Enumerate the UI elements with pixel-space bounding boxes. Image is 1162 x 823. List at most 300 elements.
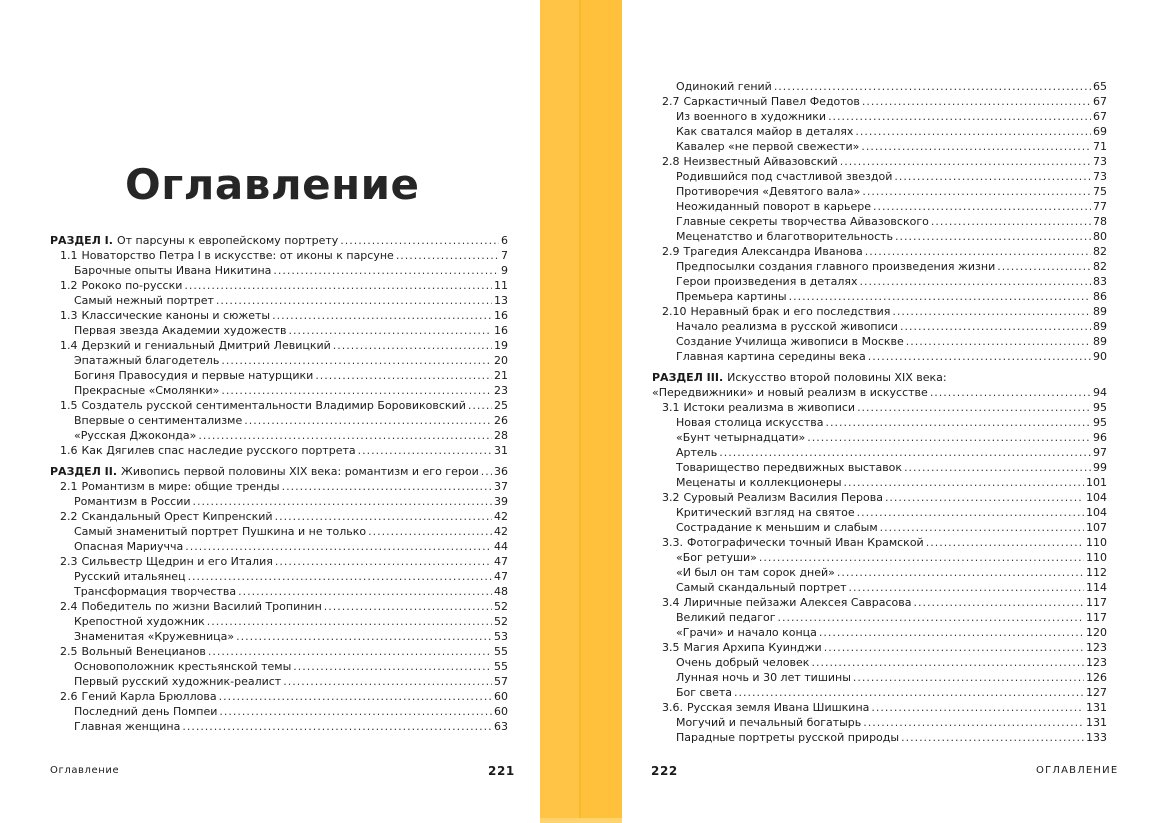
entry-title: Саркастичный Павел Федотов <box>683 95 860 108</box>
toc-subentry[interactable] <box>652 430 1107 445</box>
dot-leader <box>333 338 492 353</box>
toc-section-heading-continued[interactable] <box>652 385 1107 400</box>
entry-page-number: 13 <box>494 294 508 307</box>
entry-title: От парсуны к европейскому портрету <box>116 234 339 247</box>
toc-right-list <box>652 79 1107 745</box>
entry-page-number: 7 <box>501 249 508 262</box>
entry-title: «Грачи» и начало конца <box>676 626 817 639</box>
toc-subentry[interactable] <box>652 730 1107 745</box>
toc-subentry[interactable] <box>50 263 508 278</box>
toc-subentry[interactable] <box>50 569 508 584</box>
entry-title: Меценаты и коллекционеры <box>676 476 842 489</box>
entry-page-number: 89 <box>1093 320 1107 333</box>
chapter-number: 2.5 <box>60 645 78 658</box>
chapter-number: 1.4 <box>60 339 78 352</box>
dot-leader <box>193 494 492 509</box>
entry-title: «Передвижники» и новый реализм в искусстве <box>652 386 928 399</box>
entry-title: Лиричные пейзажи Алексея Саврасова <box>683 596 912 609</box>
toc-subentry[interactable] <box>652 109 1107 124</box>
chapter-number: 3.2 <box>662 491 680 504</box>
toc-chapter-entry[interactable] <box>50 443 508 458</box>
dot-leader <box>849 580 1084 595</box>
entry-title: Как сватался майор в деталях <box>676 125 854 138</box>
toc-chapter-entry[interactable] <box>50 644 508 659</box>
toc-subentry[interactable] <box>652 655 1107 670</box>
toc-chapter-entry[interactable] <box>50 278 508 293</box>
entry-page-number: 42 <box>494 510 508 523</box>
chapter-number: 1.2 <box>60 279 78 292</box>
dot-leader <box>857 505 1084 520</box>
entry-page-number: 94 <box>1093 386 1107 399</box>
toc-subentry[interactable] <box>50 704 508 719</box>
dot-leader <box>819 625 1084 640</box>
dot-leader <box>282 479 492 494</box>
dot-leader <box>894 169 1091 184</box>
dot-leader <box>828 109 1091 124</box>
toc-chapter-entry[interactable] <box>652 700 1107 715</box>
entry-title: Богиня Правосудия и первые натурщики <box>74 369 314 382</box>
entry-page-number: 97 <box>1093 446 1107 459</box>
toc-subentry[interactable] <box>652 274 1107 289</box>
entry-page-number: 110 <box>1086 536 1107 549</box>
toc-subentry[interactable] <box>652 259 1107 274</box>
entry-page-number: 75 <box>1093 185 1107 198</box>
dot-leader <box>865 244 1091 259</box>
entry-page-number: 123 <box>1086 641 1107 654</box>
toc-subentry[interactable] <box>50 353 508 368</box>
entry-title: Товарищество передвижных выставок <box>676 461 903 474</box>
toc-chapter-entry[interactable] <box>652 535 1107 550</box>
entry-title: Великий педагог <box>676 611 776 624</box>
chapter-number: 2.8 <box>662 155 680 168</box>
dot-leader <box>396 248 499 263</box>
toc-subentry[interactable] <box>652 415 1107 430</box>
spine-bottom-strip <box>540 818 622 823</box>
toc-subentry[interactable] <box>50 539 508 554</box>
chapter-number: 1.5 <box>60 399 78 412</box>
dot-leader <box>468 398 492 413</box>
dot-leader <box>873 199 1091 214</box>
dot-leader <box>853 670 1084 685</box>
entry-title: Победитель по жизни Василий Тропинин <box>81 600 322 613</box>
entry-page-number: 57 <box>494 675 508 688</box>
toc-subentry[interactable] <box>652 460 1107 475</box>
entry-page-number: 6 <box>501 234 508 247</box>
entry-page-number: 114 <box>1086 581 1107 594</box>
entry-page-number: 78 <box>1093 215 1107 228</box>
entry-title: Основоположник крестьянской темы <box>74 660 292 673</box>
dot-leader <box>207 614 492 629</box>
dot-leader <box>913 595 1084 610</box>
chapter-number: 2.3 <box>60 555 78 568</box>
entry-page-number: 131 <box>1086 716 1107 729</box>
toc-chapter-entry[interactable] <box>652 400 1107 415</box>
entry-page-number: 47 <box>494 555 508 568</box>
entry-title: Неожиданный поворот в карьере <box>676 200 871 213</box>
entry-page-number: 89 <box>1093 305 1107 318</box>
entry-title: Фотографически точный Иван Крамской <box>687 536 924 549</box>
dot-leader <box>774 79 1091 94</box>
toc-chapter-entry[interactable] <box>50 398 508 413</box>
chapter-number: 3.1 <box>662 401 680 414</box>
entry-page-number: 127 <box>1086 686 1107 699</box>
dot-leader <box>862 184 1091 199</box>
entry-title: Критический взгляд на святое <box>676 506 855 519</box>
entry-title: Главная картина середины века <box>676 350 866 363</box>
entry-page-number: 36 <box>494 465 508 478</box>
entry-page-number: 65 <box>1093 80 1107 93</box>
toc-subentry[interactable] <box>652 214 1107 229</box>
dot-leader <box>719 445 1091 460</box>
toc-section-entry[interactable] <box>50 233 508 248</box>
dot-leader <box>844 475 1084 490</box>
dot-leader <box>759 550 1084 565</box>
entry-page-number: 26 <box>494 414 508 427</box>
toc-subentry[interactable] <box>652 445 1107 460</box>
dot-leader <box>861 139 1091 154</box>
dot-leader <box>859 274 1091 289</box>
entry-title: Кавалер «не первой свежести» <box>676 140 860 153</box>
entry-page-number: 82 <box>1093 260 1107 273</box>
dot-leader <box>289 323 493 338</box>
dot-leader <box>238 584 492 599</box>
toc-subentry[interactable] <box>50 368 508 383</box>
spine-band-left <box>540 0 580 823</box>
dot-leader <box>283 674 492 689</box>
section-label: РАЗДЕЛ I. <box>50 234 113 247</box>
entry-title: Главная женщина <box>74 720 181 733</box>
entry-title: Русский итальянец <box>74 570 186 583</box>
entry-page-number: 104 <box>1086 506 1107 519</box>
entry-title: Как Дягилев спас наследие русского портрета <box>81 444 356 457</box>
dot-leader <box>275 509 492 524</box>
toc-subentry[interactable] <box>652 289 1107 304</box>
toc-chapter-entry[interactable] <box>50 248 508 263</box>
dot-leader <box>358 443 492 458</box>
toc-subentry[interactable] <box>652 124 1107 139</box>
toc-subentry[interactable] <box>652 319 1107 334</box>
entry-title: Парадные портреты русской природы <box>676 731 900 744</box>
dot-leader <box>324 599 492 614</box>
dot-leader <box>900 319 1091 334</box>
entry-title: Создатель русской сентиментальности Владимир Боровиковский <box>81 399 466 412</box>
dot-leader <box>208 644 492 659</box>
toc-subentry[interactable] <box>50 659 508 674</box>
entry-page-number: 117 <box>1086 611 1107 624</box>
entry-page-number: 99 <box>1093 461 1107 474</box>
toc-subentry[interactable] <box>652 334 1107 349</box>
entry-title: «Бог ретуши» <box>676 551 757 564</box>
toc-subentry[interactable] <box>50 524 508 539</box>
toc-subentry[interactable] <box>652 349 1107 364</box>
entry-title: Могучий и печальный богатырь <box>676 716 862 729</box>
entry-title: Знаменитая «Кружевница» <box>74 630 235 643</box>
chapter-number: 3.4 <box>662 596 680 609</box>
entry-title: Последний день Помпеи <box>74 705 218 718</box>
dot-leader <box>481 464 492 479</box>
page-number-right: 222 <box>651 764 678 778</box>
chapter-number: 1.6 <box>60 444 78 457</box>
entry-page-number: 126 <box>1086 671 1107 684</box>
entry-title: Вольный Венецианов <box>81 645 206 658</box>
entry-title: Барочные опыты Ивана Никитина <box>74 264 272 277</box>
entry-page-number: 39 <box>494 495 508 508</box>
toc-subentry[interactable] <box>652 580 1107 595</box>
entry-page-number: 42 <box>494 525 508 538</box>
dot-leader <box>293 659 492 674</box>
entry-page-number: 20 <box>494 354 508 367</box>
toc-subentry[interactable] <box>652 505 1107 520</box>
entry-page-number: 53 <box>494 630 508 643</box>
dot-leader <box>997 259 1091 274</box>
toc-chapter-entry[interactable] <box>652 154 1107 169</box>
dot-leader <box>340 233 499 248</box>
entry-page-number: 73 <box>1093 155 1107 168</box>
dot-leader <box>811 655 1084 670</box>
entry-page-number: 120 <box>1086 626 1107 639</box>
entry-title: Лунная ночь и 30 лет тишины <box>676 671 851 684</box>
entry-title: Искусство второй половины XIX века: <box>727 371 947 384</box>
entry-title: Противоречия «Девятого вала» <box>676 185 861 198</box>
dot-leader <box>219 704 492 719</box>
toc-chapter-entry[interactable] <box>652 304 1107 319</box>
page-title: Оглавление <box>125 160 420 209</box>
dot-leader <box>826 415 1091 430</box>
section-label: РАЗДЕЛ III. <box>652 371 724 384</box>
dot-leader <box>906 334 1091 349</box>
entry-page-number: 101 <box>1086 476 1107 489</box>
entry-title: Первый русский художник-реалист <box>74 675 282 688</box>
entry-title: Новая столица искусства <box>676 416 824 429</box>
entry-page-number: 110 <box>1086 551 1107 564</box>
entry-title: Трансформация творчества <box>74 585 237 598</box>
spine-fold-line <box>579 0 581 823</box>
toc-subentry[interactable] <box>652 79 1107 94</box>
chapter-number: 3.3. <box>662 536 683 549</box>
entry-title: Живопись первой половины XIX века: романтизм и его герои <box>121 465 479 478</box>
entry-page-number: 82 <box>1093 245 1107 258</box>
entry-title: Предпосылки создания главного произведения жизни <box>676 260 996 273</box>
entry-title: Дерзкий и гениальный Дмитрий Левицкий <box>81 339 331 352</box>
entry-title: «Бунт четырнадцати» <box>676 431 806 444</box>
entry-page-number: 71 <box>1093 140 1107 153</box>
entry-title: «И был он там сорок дней» <box>676 566 835 579</box>
entry-title: Рококо по-русски <box>81 279 183 292</box>
entry-page-number: 19 <box>494 339 508 352</box>
dot-leader <box>198 428 492 443</box>
entry-title: Премьера картины <box>676 290 787 303</box>
chapter-number: 2.7 <box>662 95 680 108</box>
chapter-number: 1.3 <box>60 309 78 322</box>
entry-page-number: 95 <box>1093 416 1107 429</box>
entry-page-number: 16 <box>494 324 508 337</box>
entry-title: Из военного в художники <box>676 110 827 123</box>
toc-subentry[interactable] <box>50 584 508 599</box>
dot-leader <box>778 610 1084 625</box>
dot-leader <box>244 413 492 428</box>
chapter-number: 1.1 <box>60 249 78 262</box>
toc-subentry[interactable] <box>652 169 1107 184</box>
dot-leader <box>368 524 492 539</box>
entry-title: Одинокий гений <box>676 80 772 93</box>
entry-title: Родившийся под счастливой звездой <box>676 170 893 183</box>
dot-leader <box>931 214 1091 229</box>
entry-title: Неизвестный Айвазовский <box>683 155 838 168</box>
entry-page-number: 63 <box>494 720 508 733</box>
entry-title: Новаторство Петра I в искусстве: от иконы к парсуне <box>81 249 394 262</box>
entry-title: Романтизм в мире: общие тренды <box>81 480 280 493</box>
dot-leader <box>184 278 492 293</box>
entry-page-number: 131 <box>1086 701 1107 714</box>
toc-subentry[interactable] <box>652 139 1107 154</box>
toc-subentry[interactable] <box>652 670 1107 685</box>
entry-page-number: 133 <box>1086 731 1107 744</box>
entry-page-number: 55 <box>494 645 508 658</box>
dot-leader <box>837 565 1084 580</box>
toc-chapter-entry[interactable] <box>50 554 508 569</box>
entry-title: Сострадание к меньшим и слабым <box>676 521 878 534</box>
toc-subentry[interactable] <box>50 719 508 734</box>
entry-title: Неравный брак и его последствия <box>690 305 891 318</box>
entry-page-number: 83 <box>1093 275 1107 288</box>
entry-title: Трагедия Александра Иванова <box>683 245 863 258</box>
entry-page-number: 117 <box>1086 596 1107 609</box>
chapter-number: 2.1 <box>60 480 78 493</box>
toc-chapter-entry[interactable] <box>50 599 508 614</box>
spine-band-right <box>580 0 622 823</box>
dot-leader <box>315 368 492 383</box>
toc-subentry[interactable] <box>50 494 508 509</box>
entry-title: Самый нежный портрет <box>74 294 214 307</box>
entry-page-number: 107 <box>1086 521 1107 534</box>
toc-chapter-entry[interactable] <box>50 509 508 524</box>
toc-subentry[interactable] <box>652 565 1107 580</box>
dot-leader <box>926 535 1084 550</box>
dot-leader <box>885 490 1084 505</box>
toc-subentry[interactable] <box>50 674 508 689</box>
toc-subentry[interactable] <box>50 428 508 443</box>
entry-title: Магия Архипа Куинджи <box>683 641 822 654</box>
dot-leader <box>219 689 492 704</box>
entry-page-number: 60 <box>494 705 508 718</box>
toc-subentry[interactable] <box>652 184 1107 199</box>
entry-title: Романтизм в России <box>74 495 191 508</box>
dot-leader <box>840 154 1091 169</box>
toc-left-list <box>50 233 508 734</box>
toc-chapter-entry[interactable] <box>652 640 1107 655</box>
toc-chapter-entry[interactable] <box>50 689 508 704</box>
toc-subentry[interactable] <box>50 383 508 398</box>
dot-leader <box>221 353 492 368</box>
entry-page-number: 90 <box>1093 350 1107 363</box>
dot-leader <box>182 719 492 734</box>
toc-section-heading[interactable] <box>652 370 1107 385</box>
dot-leader <box>892 304 1091 319</box>
dot-leader <box>807 430 1091 445</box>
dot-leader <box>901 730 1084 745</box>
dot-leader <box>904 460 1091 475</box>
toc-subentry[interactable] <box>50 629 508 644</box>
dot-leader <box>734 685 1084 700</box>
entry-page-number: 55 <box>494 660 508 673</box>
entry-title: Главные секреты творчества Айвазовского <box>676 215 929 228</box>
dot-leader <box>824 640 1084 655</box>
entry-title: Прекрасные «Смолянки» <box>74 384 220 397</box>
dot-leader <box>868 349 1091 364</box>
toc-subentry[interactable] <box>652 685 1107 700</box>
chapter-number: 3.5 <box>662 641 680 654</box>
toc-subentry[interactable] <box>50 413 508 428</box>
entry-page-number: 112 <box>1086 566 1107 579</box>
entry-title: Герои произведения в деталях <box>676 275 858 288</box>
entry-page-number: 28 <box>494 429 508 442</box>
toc-subentry[interactable] <box>652 625 1107 640</box>
entry-page-number: 67 <box>1093 110 1107 123</box>
toc-subentry[interactable] <box>652 520 1107 535</box>
toc-chapter-entry[interactable] <box>50 308 508 323</box>
entry-title: Истоки реализма в живописи <box>683 401 856 414</box>
toc-chapter-entry[interactable] <box>50 479 508 494</box>
entry-title: Русская земля Ивана Шишкина <box>687 701 870 714</box>
toc-subentry[interactable] <box>50 614 508 629</box>
entry-title: Опасная Мариучча <box>74 540 184 553</box>
entry-title: Артель <box>676 446 718 459</box>
dot-leader <box>863 715 1084 730</box>
toc-subentry[interactable] <box>652 550 1107 565</box>
entry-title: Скандальный Орест Кипренский <box>81 510 273 523</box>
entry-page-number: 73 <box>1093 170 1107 183</box>
dot-leader <box>930 385 1091 400</box>
toc-subentry[interactable] <box>652 475 1107 490</box>
dot-leader <box>272 308 492 323</box>
entry-page-number: 67 <box>1093 95 1107 108</box>
entry-title: Суровый Реализм Василия Перова <box>683 491 883 504</box>
entry-page-number: 31 <box>494 444 508 457</box>
entry-page-number: 95 <box>1093 401 1107 414</box>
toc-section-entry[interactable] <box>50 464 508 479</box>
entry-title: «Русская Джоконда» <box>74 429 197 442</box>
entry-page-number: 25 <box>494 399 508 412</box>
toc-subentry[interactable] <box>50 293 508 308</box>
toc-subentry[interactable] <box>652 199 1107 214</box>
toc-subentry[interactable] <box>652 229 1107 244</box>
chapter-number: 2.9 <box>662 245 680 258</box>
chapter-number: 3.6. <box>662 701 683 714</box>
dot-leader <box>221 383 492 398</box>
toc-chapter-entry[interactable] <box>50 338 508 353</box>
toc-chapter-entry[interactable] <box>652 490 1107 505</box>
page-number-left: 221 <box>488 764 515 778</box>
entry-title: Эпатажный благодетель <box>74 354 220 367</box>
dot-leader <box>216 293 492 308</box>
dot-leader <box>188 569 492 584</box>
toc-chapter-entry[interactable] <box>652 244 1107 259</box>
toc-subentry[interactable] <box>50 323 508 338</box>
entry-page-number: 52 <box>494 615 508 628</box>
entry-title: Очень добрый человек <box>676 656 810 669</box>
toc-subentry[interactable] <box>652 715 1107 730</box>
dot-leader <box>855 124 1091 139</box>
dot-leader <box>862 94 1091 109</box>
entry-page-number: 11 <box>494 279 508 292</box>
entry-title: Крепостной художник <box>74 615 205 628</box>
entry-title: Гений Карла Брюллова <box>81 690 217 703</box>
entry-page-number: 21 <box>494 369 508 382</box>
toc-chapter-entry[interactable] <box>652 94 1107 109</box>
toc-subentry[interactable] <box>652 610 1107 625</box>
toc-chapter-entry[interactable] <box>652 595 1107 610</box>
chapter-number: 2.2 <box>60 510 78 523</box>
